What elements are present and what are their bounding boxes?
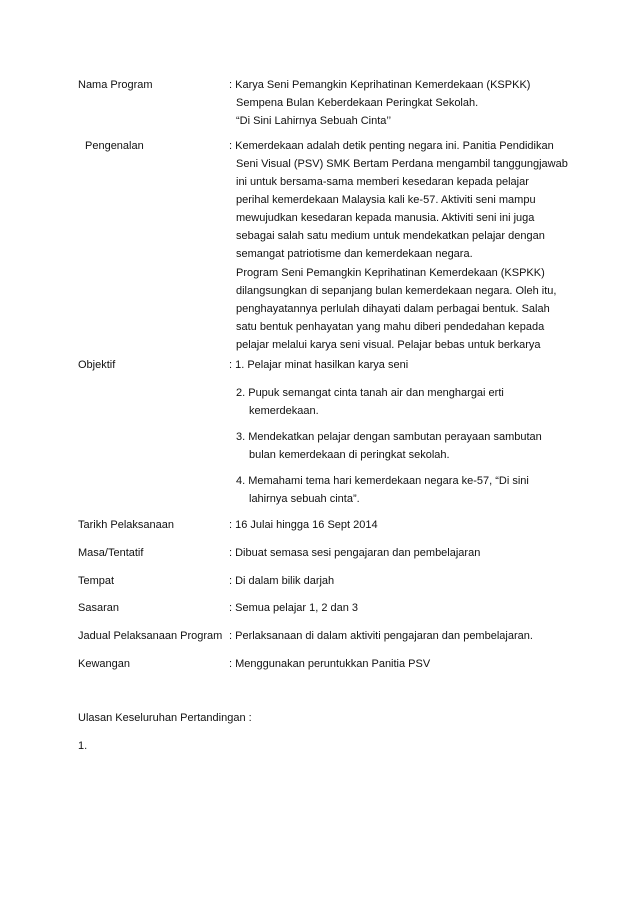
pengenalan-line: mewujudkan kesedaran kepada manusia. Aktiviti seni ini juga: [236, 212, 535, 224]
objektif-item-line: 3. Mendekatkan pelajar dengan sambutan perayaan sambutan: [236, 431, 542, 443]
masa-value-text: : Dibuat semasa sesi pengajaran dan pembelajaran: [229, 547, 481, 559]
tarikh-value: [229, 516, 569, 534]
pengenalan-line: ini untuk bersama-sama memberi kesedaran kepada pelajar: [236, 176, 529, 188]
pengenalan-line: sebagai salah satu medium untuk mendekatkan pelajar dengan: [236, 230, 545, 242]
program-name-line: Sempena Bulan Keberdekaan Peringkat Sekolah.: [236, 97, 479, 109]
ulasan-item-1: 1.: [78, 740, 88, 752]
jadual-label: Jadual Pelaksanaan Program: [78, 630, 223, 642]
objektif-item-3: [236, 428, 542, 464]
objektif-item-line: bulan kemerdekaan di peringkat sekolah.: [249, 449, 450, 461]
tarikh-label: Tarikh Pelaksanaan: [78, 519, 175, 531]
pengenalan-line: semangat patriotisme dan kemerdekaan negara.: [236, 248, 473, 260]
objektif-item-2: [236, 384, 504, 420]
sasaran-label: Sasaran: [78, 602, 119, 614]
jadual-value: [229, 627, 569, 645]
ulasan-heading: Ulasan Keseluruhan Pertandingan :: [78, 712, 252, 724]
pengenalan-line: : Kemerdekaan adalah detik penting negara ini. Panitia Pendidikan: [229, 140, 554, 152]
objektif-first-item: [229, 356, 569, 374]
tempat-value: [229, 572, 569, 590]
objektif-item-4: [236, 472, 529, 508]
pengenalan-line: perihal kemerdekaan Malaysia kali ke-57. Aktiviti seni mampu: [236, 194, 536, 206]
masa-value: [229, 544, 569, 562]
masa-label: Masa/Tentatif: [78, 547, 144, 559]
jadual-value-text: : Perlaksanaan di dalam aktiviti pengajaran dan pembelajaran.: [229, 630, 533, 642]
objektif-item-line: 4. Memahami tema hari kemerdekaan negara ke-57, “Di sini: [236, 475, 529, 487]
program-name-line: “Di Sini Lahirnya Sebuah Cinta’’: [236, 115, 392, 127]
pengenalan-line: Program Seni Pemangkin Keprihatinan Kemerdekaan (KSPKK): [236, 267, 545, 279]
tarikh-value-text: : 16 Julai hingga 16 Sept 2014: [229, 519, 378, 531]
program-name-value: [229, 76, 569, 130]
sasaran-value-text: : Semua pelajar 1, 2 dan 3: [229, 602, 359, 614]
pengenalan-line: Seni Visual (PSV) SMK Bertam Perdana mengambil tanggungjawab: [236, 158, 568, 170]
pengenalan-line: pelajar melalui karya seni visual. Pelajar bebas untuk berkarya: [236, 339, 541, 351]
objektif-item-line: kemerdekaan.: [249, 405, 319, 417]
program-name-line: : Karya Seni Pemangkin Keprihatinan Kemerdekaan (KSPKK): [229, 79, 531, 91]
sasaran-value: [229, 599, 569, 617]
objektif-label: Objektif: [78, 359, 116, 371]
pengenalan-line: dilangsungkan di sepanjang bulan kemerdekaan negara. Oleh itu,: [236, 285, 557, 297]
objektif-item-line: 2. Pupuk semangat cinta tanah air dan menghargai erti: [236, 387, 504, 399]
tempat-value-text: : Di dalam bilik darjah: [229, 575, 335, 587]
tempat-label: Tempat: [78, 575, 115, 587]
kewangan-label: Kewangan: [78, 658, 130, 670]
pengenalan-paragraph-2: [236, 264, 556, 354]
pengenalan-line: penghayatannya perlulah dihayati dalam perbagai bentuk. Salah: [236, 303, 550, 315]
pengenalan-line: satu bentuk penhayatan yang mahu diberi pendedahan kepada: [236, 321, 545, 333]
objektif-item-line: lahirnya sebuah cinta”.: [249, 493, 360, 505]
kewangan-value: [229, 655, 569, 673]
objektif-item: : 1. Pelajar minat hasilkan karya seni: [229, 359, 409, 371]
pengenalan-paragraph-1: [229, 137, 569, 263]
pengenalan-label: Pengenalan: [85, 140, 144, 152]
kewangan-value-text: : Menggunakan peruntukkan Panitia PSV: [229, 658, 431, 670]
program-name-label: Nama Program: [78, 79, 153, 91]
